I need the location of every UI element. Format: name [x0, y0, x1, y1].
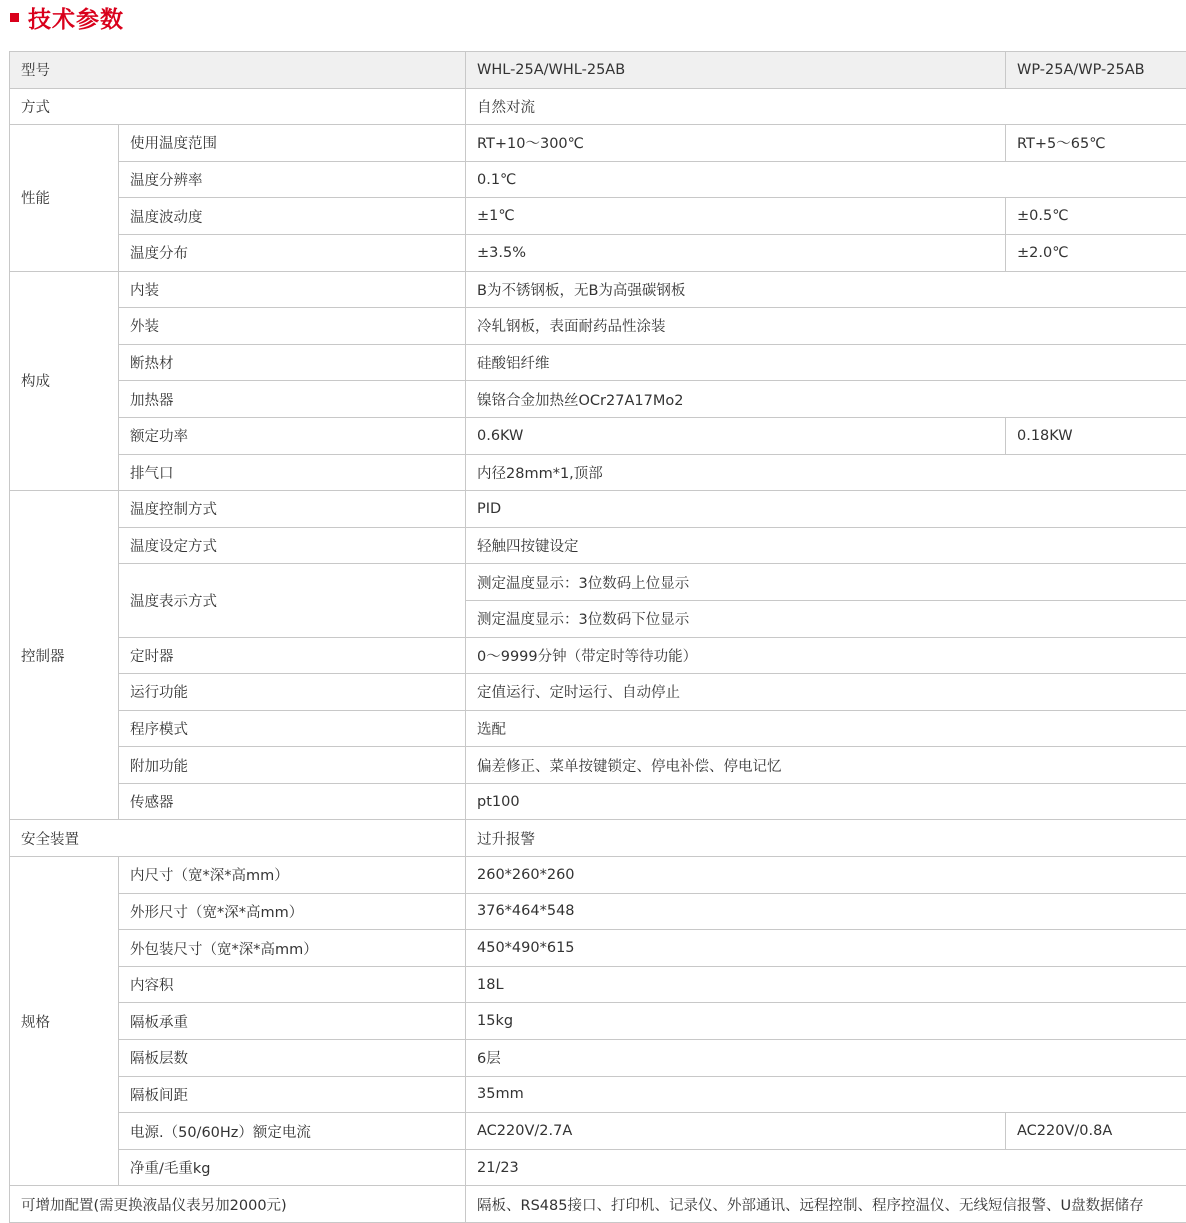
row-value: 260*260*260 [466, 857, 1186, 894]
spec-table [9, 51, 1186, 1223]
row-label: 温度分布 [119, 234, 466, 271]
safety-label: 安全装置 [10, 820, 466, 857]
method-value: 自然对流 [466, 88, 1186, 125]
row-value-a: RT+10～300℃ [466, 125, 1006, 162]
table-row [10, 1076, 1186, 1113]
row-value: 35mm [466, 1076, 1186, 1113]
row-value: pt100 [466, 783, 1186, 820]
row-value: 定值运行、定时运行、自动停止 [466, 674, 1186, 711]
table-row [10, 125, 1186, 162]
model-b: WP-25A/WP-25AB [1006, 52, 1186, 89]
row-value: 450*490*615 [466, 930, 1186, 967]
row-value: 18L [466, 966, 1186, 1003]
row-label: 外包装尺寸（宽*深*高mm） [119, 930, 466, 967]
row-value-b: AC220V/0.8A [1006, 1113, 1186, 1150]
row-label: 内容积 [119, 966, 466, 1003]
table-row [10, 1186, 1186, 1223]
row-value: 0.1℃ [466, 161, 1186, 198]
section-title [10, 0, 124, 34]
table-row [10, 381, 1186, 418]
row-label: 外装 [119, 308, 466, 345]
row-label: 定时器 [119, 637, 466, 674]
row-value: 21/23 [466, 1149, 1186, 1186]
group-controller: 控制器 [10, 491, 119, 820]
row-value: 6层 [466, 1040, 1186, 1077]
table-row [10, 1149, 1186, 1186]
row-label: 温度控制方式 [119, 491, 466, 528]
row-value: 镍铬合金加热丝OCr27A17Mo2 [466, 381, 1186, 418]
row-value-b: ±2.0℃ [1006, 234, 1186, 271]
row-value-b: 0.18KW [1006, 417, 1186, 454]
table-row [10, 857, 1186, 894]
row-value-a: AC220V/2.7A [466, 1113, 1006, 1150]
row-value: B为不锈钢板，无B为高强碳钢板 [466, 271, 1186, 308]
table-row [10, 1040, 1186, 1077]
table-header-row [10, 52, 1186, 89]
model-a: WHL-25A/WHL-25AB [466, 52, 1006, 89]
row-label: 外形尺寸（宽*深*高mm） [119, 893, 466, 930]
table-row [10, 234, 1186, 271]
group-performance: 性能 [10, 125, 119, 271]
row-label: 温度表示方式 [119, 564, 466, 637]
row-value-a: 0.6KW [466, 417, 1006, 454]
table-row [10, 198, 1186, 235]
row-label: 额定功率 [119, 417, 466, 454]
row-label: 温度设定方式 [119, 527, 466, 564]
row-label: 附加功能 [119, 747, 466, 784]
row-value: 硅酸铝纤维 [466, 344, 1186, 381]
table-row [10, 747, 1186, 784]
table-row [10, 417, 1186, 454]
row-label: 程序模式 [119, 710, 466, 747]
section-title-text: 技术参数 [28, 1, 124, 34]
table-row [10, 820, 1186, 857]
table-row [10, 564, 1186, 601]
table-row [10, 674, 1186, 711]
row-value: 测定温度显示：3位数码下位显示 [466, 600, 1186, 637]
row-value: 15kg [466, 1003, 1186, 1040]
group-specs: 规格 [10, 857, 119, 1186]
row-value: PID [466, 491, 1186, 528]
row-label: 运行功能 [119, 674, 466, 711]
title-square-icon [10, 13, 19, 22]
row-label: 净重/毛重kg [119, 1149, 466, 1186]
table-row [10, 1113, 1186, 1150]
table-row [10, 308, 1186, 345]
table-row [10, 454, 1186, 491]
row-label: 隔板承重 [119, 1003, 466, 1040]
row-value: 376*464*548 [466, 893, 1186, 930]
table-row [10, 344, 1186, 381]
table-row [10, 88, 1186, 125]
method-label: 方式 [10, 88, 466, 125]
row-label: 电源.（50/60Hz）额定电流 [119, 1113, 466, 1150]
table-row [10, 491, 1186, 528]
row-value: 测定温度显示：3位数码上位显示 [466, 564, 1186, 601]
table-row [10, 710, 1186, 747]
row-label: 加热器 [119, 381, 466, 418]
row-label: 隔板层数 [119, 1040, 466, 1077]
model-label: 型号 [10, 52, 466, 89]
table-row [10, 271, 1186, 308]
table-row [10, 893, 1186, 930]
row-value-b: ±0.5℃ [1006, 198, 1186, 235]
row-label: 使用温度范围 [119, 125, 466, 162]
safety-value: 过升报警 [466, 820, 1186, 857]
group-construction: 构成 [10, 271, 119, 491]
row-value: 内径28mm*1,顶部 [466, 454, 1186, 491]
row-value-a: ±3.5% [466, 234, 1006, 271]
table-row [10, 1003, 1186, 1040]
row-label: 传感器 [119, 783, 466, 820]
table-row [10, 783, 1186, 820]
row-label: 断热材 [119, 344, 466, 381]
table-row [10, 966, 1186, 1003]
row-label: 温度波动度 [119, 198, 466, 235]
row-value: 0～9999分钟（带定时等待功能） [466, 637, 1186, 674]
options-value: 隔板、RS485接口、打印机、记录仪、外部通讯、远程控制、程序控温仪、无线短信报警、U盘数据储存 [466, 1186, 1186, 1223]
row-value: 偏差修正、菜单按键锁定、停电补偿、停电记忆 [466, 747, 1186, 784]
row-label: 内尺寸（宽*深*高mm） [119, 857, 466, 894]
table-row [10, 637, 1186, 674]
row-label: 排气口 [119, 454, 466, 491]
row-value: 轻触四按键设定 [466, 527, 1186, 564]
row-value-b: RT+5～65℃ [1006, 125, 1186, 162]
table-row [10, 930, 1186, 967]
table-row [10, 527, 1186, 564]
options-label: 可增加配置(需更换液晶仪表另加2000元) [10, 1186, 466, 1223]
row-label: 隔板间距 [119, 1076, 466, 1113]
row-value-a: ±1℃ [466, 198, 1006, 235]
row-label: 温度分辨率 [119, 161, 466, 198]
row-value: 选配 [466, 710, 1186, 747]
row-value: 冷轧钢板，表面耐药品性涂装 [466, 308, 1186, 345]
row-label: 内装 [119, 271, 466, 308]
table-row [10, 161, 1186, 198]
